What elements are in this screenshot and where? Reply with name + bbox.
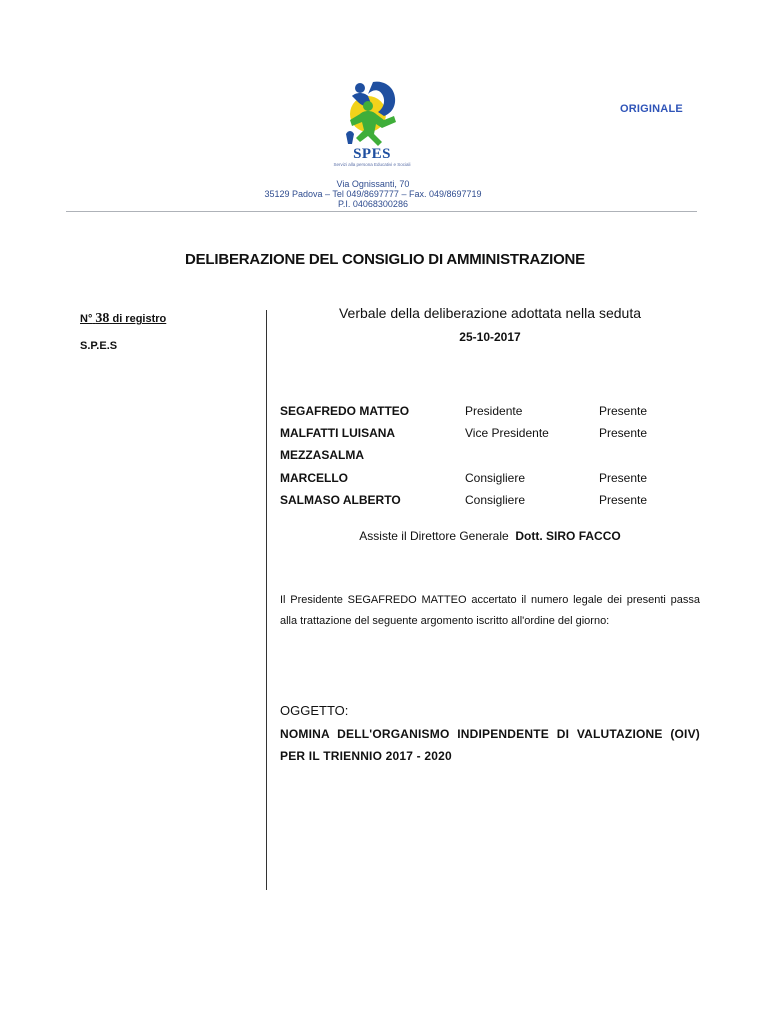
- register-number: [80, 311, 166, 327]
- director-name: Dott. SIRO FACCO: [515, 529, 621, 543]
- member-name: SALMASO ALBERTO: [280, 493, 401, 507]
- spes-logo: [338, 76, 408, 150]
- session-date: 25-10-2017: [459, 330, 521, 344]
- verbale-heading: Verbale della deliberazione adottata nella seduta: [338, 305, 641, 321]
- member-name: MEZZASALMA: [280, 448, 364, 462]
- oggetto-text: NOMINA DELL'ORGANISMO INDIPENDENTE DI VALUTAZIONE (OIV) PER IL TRIENNIO 2017 - 2020: [280, 727, 700, 763]
- address-street: Via Ognissanti, 70: [336, 179, 410, 189]
- brand-tagline: Servizi alla persona Educativi e Sociali: [333, 162, 411, 167]
- register-prefix: N°: [80, 313, 93, 325]
- member-status: Presente: [599, 493, 648, 507]
- member-role: Vice Presidente: [465, 426, 549, 440]
- oggetto-label: OGGETTO:: [280, 703, 349, 718]
- member-status: Presente: [599, 426, 648, 440]
- address-contacts: 35129 Padova – Tel 049/8697777 – Fax. 049/8697719: [264, 189, 482, 199]
- member-name: MARCELLO: [280, 471, 348, 485]
- member-role: Presidente: [465, 404, 523, 418]
- member-role: Consigliere: [465, 471, 526, 485]
- organization-code: S.P.E.S: [80, 340, 118, 352]
- address-vat: P.I. 04068300286: [338, 199, 408, 209]
- column-divider: [266, 310, 267, 890]
- brand-name: SPES: [353, 146, 391, 162]
- member-role: Consigliere: [465, 493, 526, 507]
- member-status: Presente: [599, 404, 648, 418]
- header-divider: [66, 211, 697, 212]
- member-name: SEGAFREDO MATTEO: [280, 404, 410, 418]
- register-suffix: di registro: [112, 313, 167, 325]
- document-title: DELIBERAZIONE DEL CONSIGLIO DI AMMINISTRAZIONE: [185, 251, 585, 268]
- register-value: 38: [95, 311, 110, 326]
- president-paragraph: Il Presidente SEGAFREDO MATTEO accertato il numero legale dei presenti passa alla trattazione del seguente argomento iscritto all'ordine del giorno:: [280, 594, 700, 627]
- assiste-prefix: Assiste il Direttore Generale: [359, 529, 509, 543]
- member-name: MALFATTI LUISANA: [280, 426, 396, 440]
- originale-label: ORIGINALE: [620, 103, 683, 115]
- assiste-line: [280, 529, 700, 543]
- member-status: Presente: [599, 471, 648, 485]
